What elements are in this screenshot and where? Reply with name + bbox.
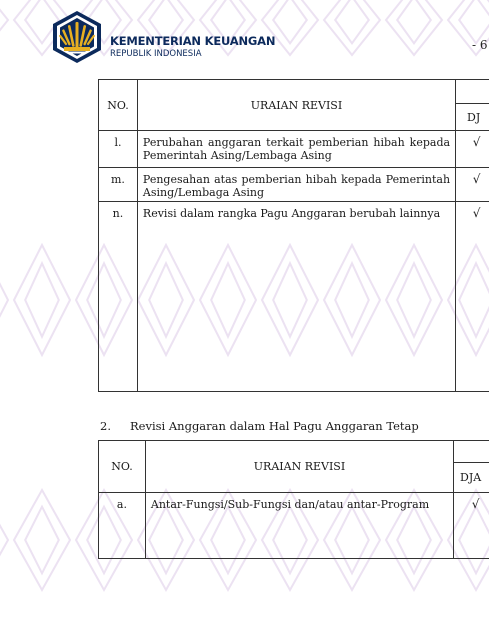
column-header-description: URAIAN REVISI (137, 80, 455, 131)
row-number: l. (99, 131, 138, 168)
table-row (99, 202, 489, 392)
column-header-description: URAIAN REVISI (145, 441, 453, 493)
column-header-blank (456, 80, 489, 104)
table-row (99, 131, 489, 168)
revision-table-1 (98, 79, 489, 392)
revision-table-2 (98, 440, 489, 559)
column-header-no: NO. (99, 80, 138, 131)
section-number: 2. (100, 419, 111, 433)
table-row (99, 168, 489, 202)
row-description: Pengesahan atas pemberian hibah kepada Pemerintah Asing/Lembaga Asing (137, 168, 455, 202)
row-number: n. (99, 202, 138, 392)
row-description: Antar-Fungsi/Sub-Fungsi dan/atau antar-Program (145, 493, 453, 559)
table-row (99, 493, 489, 559)
check-mark: √ (456, 168, 489, 202)
letterhead (50, 10, 489, 65)
column-header-dja: DJA (454, 463, 489, 493)
column-header-blank (454, 441, 489, 463)
column-header-no: NO. (99, 441, 146, 493)
section-heading (100, 419, 419, 433)
ministry-name: KEMENTERIAN KEUANGAN (110, 34, 276, 48)
row-description: Revisi dalam rangka Pagu Anggaran berubah lainnya (137, 202, 455, 392)
ministry-logo (50, 10, 104, 64)
row-number: a. (99, 493, 146, 559)
check-mark: √ (456, 131, 489, 168)
check-mark: √ (456, 202, 489, 392)
republic-name: REPUBLIK INDONESIA (110, 49, 202, 59)
row-description: Perubahan anggaran terkait pemberian hibah kepada Pemerintah Asing/Lembaga Asing (137, 131, 455, 168)
check-mark: √ (454, 493, 489, 559)
section-title: Revisi Anggaran dalam Hal Pagu Anggaran Tetap (130, 419, 419, 433)
page-number: - 6 (472, 38, 488, 52)
row-number: m. (99, 168, 138, 202)
column-header-dj: DJ (456, 104, 489, 131)
